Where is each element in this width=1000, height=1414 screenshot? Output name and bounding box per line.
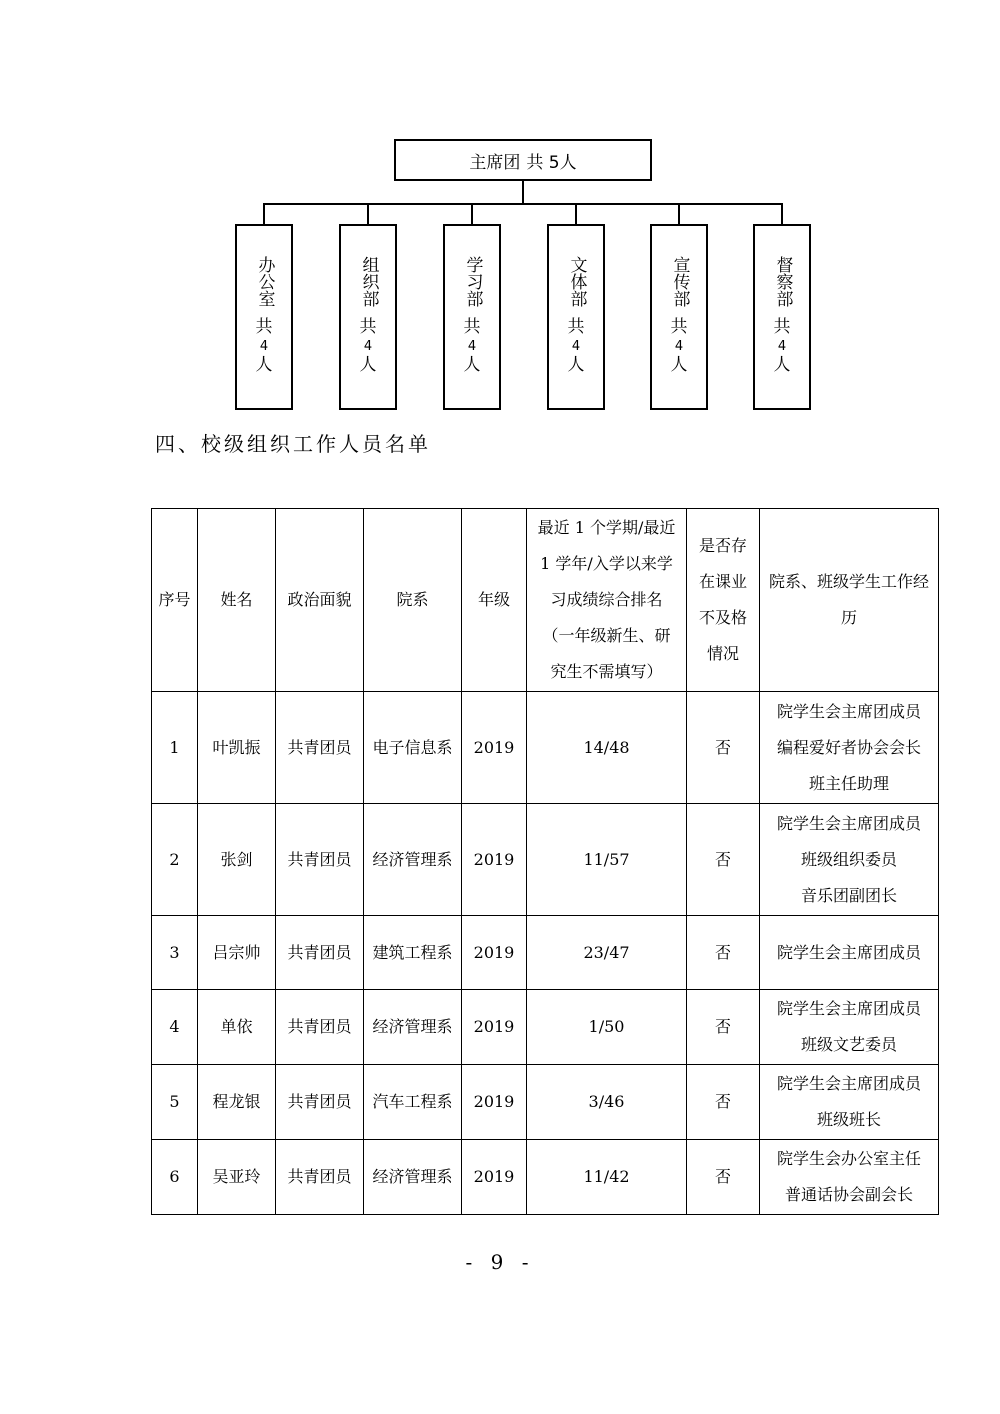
header-name: 姓名 xyxy=(198,509,276,692)
header-fail xyxy=(687,509,760,692)
count-prefix: 共 xyxy=(359,317,377,337)
cell-seq: 5 xyxy=(152,1065,198,1140)
connector-drop xyxy=(367,203,369,224)
table-row xyxy=(152,990,939,1065)
header-rank-line: 最近 1 个学期/最近 xyxy=(537,518,676,537)
connector-bar xyxy=(263,203,782,205)
dept-count xyxy=(774,317,791,376)
experience-line: 院学生会主席团成员 xyxy=(776,942,921,962)
table-row xyxy=(152,916,939,990)
dept-count xyxy=(568,317,585,376)
header-fail-line: 情况 xyxy=(706,644,739,663)
cell-political: 共青团员 xyxy=(276,692,364,804)
cell-dept: 经济管理系 xyxy=(364,804,462,916)
cell-grade: 2019 xyxy=(462,1065,527,1140)
cell-name: 单依 xyxy=(198,990,276,1065)
cell-rank: 23/47 xyxy=(527,916,687,990)
dept-count xyxy=(256,317,273,376)
header-fail-line: 在课业 xyxy=(698,572,747,591)
cell-fail: 否 xyxy=(687,990,760,1065)
cell-experience xyxy=(760,916,939,990)
header-political: 政治面貌 xyxy=(276,509,364,692)
experience-line: 编程爱好者协会会长 xyxy=(776,737,921,757)
cell-rank: 11/57 xyxy=(527,804,687,916)
count-suffix: 人 xyxy=(670,355,688,375)
count-prefix: 共 xyxy=(773,317,791,337)
cell-name: 程龙银 xyxy=(198,1065,276,1140)
table-row xyxy=(152,1065,939,1140)
cell-name: 叶凯振 xyxy=(198,692,276,804)
dept-name: 宣传部 xyxy=(669,256,690,307)
experience-line: 班级班长 xyxy=(816,1110,881,1129)
dept-name: 组织部 xyxy=(358,256,379,307)
header-grade: 年级 xyxy=(462,509,527,692)
header-rank-line: 究生不需填写） xyxy=(550,662,663,681)
cell-dept: 汽车工程系 xyxy=(364,1065,462,1140)
cell-political: 共青团员 xyxy=(276,990,364,1065)
dept-box-publicity xyxy=(650,224,708,410)
cell-dept: 建筑工程系 xyxy=(364,916,462,990)
dept-box-study xyxy=(443,224,501,410)
count-num: 4 xyxy=(259,339,269,354)
experience-line: 班级文艺委员 xyxy=(800,1035,897,1054)
dept-name: 学习部 xyxy=(462,256,483,307)
cell-dept: 电子信息系 xyxy=(364,692,462,804)
count-prefix: 共 xyxy=(463,317,481,337)
cell-seq: 3 xyxy=(152,916,198,990)
cell-political: 共青团员 xyxy=(276,1140,364,1215)
org-chart xyxy=(0,0,1000,420)
dept-name: 督察部 xyxy=(772,256,793,307)
page-number: - 9 - xyxy=(465,1250,535,1274)
cell-grade: 2019 xyxy=(462,990,527,1065)
cell-dept: 经济管理系 xyxy=(364,1140,462,1215)
org-top-name: 主席团 xyxy=(469,152,521,173)
experience-line: 普通话协会副会长 xyxy=(784,1185,913,1204)
dept-count xyxy=(671,317,688,376)
cell-fail: 否 xyxy=(687,804,760,916)
cell-fail: 否 xyxy=(687,916,760,990)
cell-rank: 14/48 xyxy=(527,692,687,804)
dept-box-organization xyxy=(339,224,397,410)
count-num: 4 xyxy=(363,339,373,354)
cell-political: 共青团员 xyxy=(276,1065,364,1140)
count-suffix: 人 xyxy=(773,355,791,375)
header-fail-line: 不及格 xyxy=(698,608,747,627)
header-dept: 院系 xyxy=(364,509,462,692)
dept-box-culture-sports xyxy=(547,224,605,410)
cell-grade: 2019 xyxy=(462,692,527,804)
experience-line: 班级组织委员 xyxy=(800,849,897,869)
cell-seq: 6 xyxy=(152,1140,198,1215)
cell-seq: 4 xyxy=(152,990,198,1065)
connector-drop xyxy=(781,203,783,224)
staff-table xyxy=(151,508,939,1215)
header-experience-line: 院系、班级学生工作经 xyxy=(768,572,929,591)
table-row xyxy=(152,804,939,916)
count-suffix: 人 xyxy=(567,355,585,375)
cell-grade: 2019 xyxy=(462,804,527,916)
experience-line: 院学生会主席团成员 xyxy=(776,701,921,721)
connector-drop xyxy=(678,203,680,224)
experience-line: 音乐团副团长 xyxy=(800,885,897,905)
header-rank-line: 1 学年/入学以来学 xyxy=(540,554,673,573)
header-seq: 序号 xyxy=(152,509,198,692)
org-top-count: 共 5人 xyxy=(526,152,577,173)
cell-fail: 否 xyxy=(687,692,760,804)
cell-experience xyxy=(760,692,939,804)
cell-experience xyxy=(760,1065,939,1140)
cell-political: 共青团员 xyxy=(276,916,364,990)
dept-count xyxy=(360,317,377,376)
cell-experience xyxy=(760,804,939,916)
experience-line: 院学生会主席团成员 xyxy=(776,1074,921,1093)
cell-experience xyxy=(760,1140,939,1215)
header-rank-line: 习成绩综合排名 xyxy=(550,590,663,609)
table-row xyxy=(152,1140,939,1215)
table-header-row xyxy=(152,509,939,692)
count-num: 4 xyxy=(467,339,477,354)
cell-experience xyxy=(760,990,939,1065)
dept-box-office xyxy=(235,224,293,410)
dept-name: 办公室 xyxy=(254,256,275,307)
cell-name: 吴亚玲 xyxy=(198,1140,276,1215)
count-num: 4 xyxy=(777,339,787,354)
dept-name: 文体部 xyxy=(566,256,587,307)
experience-line: 院学生会办公室主任 xyxy=(776,1149,921,1168)
cell-rank: 11/42 xyxy=(527,1140,687,1215)
cell-fail: 否 xyxy=(687,1140,760,1215)
org-top-box xyxy=(394,139,652,181)
cell-grade: 2019 xyxy=(462,1140,527,1215)
header-rank-line: （一年级新生、研 xyxy=(542,626,671,645)
count-prefix: 共 xyxy=(567,317,585,337)
cell-rank: 1/50 xyxy=(527,990,687,1065)
cell-seq: 2 xyxy=(152,804,198,916)
experience-line: 院学生会主席团成员 xyxy=(776,813,921,833)
count-num: 4 xyxy=(674,339,684,354)
dept-box-supervision xyxy=(753,224,811,410)
experience-line: 班主任助理 xyxy=(808,773,889,793)
cell-name: 张剑 xyxy=(198,804,276,916)
count-suffix: 人 xyxy=(255,355,273,375)
cell-dept: 经济管理系 xyxy=(364,990,462,1065)
count-suffix: 人 xyxy=(463,355,481,375)
connector-drop xyxy=(575,203,577,224)
cell-grade: 2019 xyxy=(462,916,527,990)
cell-political: 共青团员 xyxy=(276,804,364,916)
section-title: 四、校级组织工作人员名单 xyxy=(155,432,431,456)
header-experience xyxy=(760,509,939,692)
header-experience-line: 历 xyxy=(840,608,857,627)
count-prefix: 共 xyxy=(670,317,688,337)
count-num: 4 xyxy=(571,339,581,354)
cell-seq: 1 xyxy=(152,692,198,804)
table-row xyxy=(152,692,939,804)
connector-drop xyxy=(471,203,473,224)
cell-fail: 否 xyxy=(687,1065,760,1140)
connector-drop xyxy=(263,203,265,224)
count-prefix: 共 xyxy=(255,317,273,337)
connector-trunk xyxy=(522,181,524,204)
dept-count xyxy=(464,317,481,376)
experience-line: 院学生会主席团成员 xyxy=(776,999,921,1018)
header-rank xyxy=(527,509,687,692)
cell-rank: 3/46 xyxy=(527,1065,687,1140)
header-fail-line: 是否存 xyxy=(698,536,747,555)
count-suffix: 人 xyxy=(359,355,377,375)
cell-name: 吕宗帅 xyxy=(198,916,276,990)
